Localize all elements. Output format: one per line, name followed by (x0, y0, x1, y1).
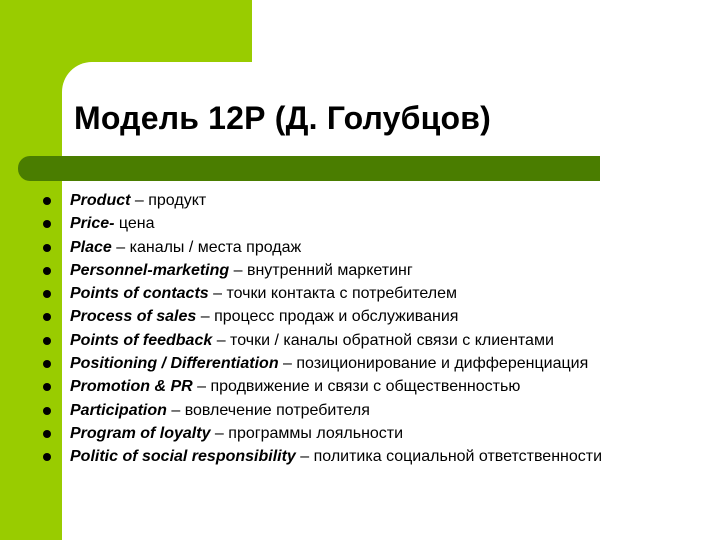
item-description: – политика социальной ответственности (295, 448, 603, 466)
bullet-dot-icon (43, 197, 51, 205)
list-item (40, 285, 710, 304)
bullet-dot-icon (43, 220, 51, 228)
list-item (40, 425, 710, 444)
list-item (40, 215, 710, 234)
item-description: – вовлечение потребителя (166, 401, 370, 419)
list-item (40, 239, 710, 258)
item-term: Politic of social responsibility (70, 448, 296, 466)
item-term: Personnel-marketing (70, 261, 230, 279)
list-item (40, 332, 710, 351)
item-term: Place (70, 238, 112, 256)
list-item (40, 355, 710, 374)
item-description: цена (114, 215, 155, 233)
bullet-dot-icon (43, 453, 51, 461)
list-item (40, 308, 710, 327)
bullet-list (40, 192, 710, 472)
item-term: Price- (70, 215, 115, 233)
item-term: Points of feedback (70, 331, 213, 349)
bullet-dot-icon (43, 337, 51, 345)
item-description: – продвижение и связи с общественностью (192, 378, 521, 396)
bullet-dot-icon (43, 360, 51, 368)
list-item (40, 192, 710, 211)
title-underline-bar (18, 156, 600, 181)
bullet-dot-icon (43, 383, 51, 391)
item-description: – процесс продаж и обслуживания (196, 308, 459, 326)
item-term: Participation (70, 401, 167, 419)
item-description: – программы лояльности (210, 424, 404, 442)
list-item (40, 262, 710, 281)
item-description: – позиционирование и дифференциация (278, 355, 589, 373)
item-description: – каналы / места продаж (111, 238, 302, 256)
item-description: – точки / каналы обратной связи с клиентами (212, 331, 554, 349)
item-term: Process of sales (70, 308, 197, 326)
bullet-dot-icon (43, 290, 51, 298)
bullet-dot-icon (43, 313, 51, 321)
item-term: Points of contacts (70, 285, 209, 303)
item-description: – точки контакта с потребителем (208, 285, 457, 303)
item-description: – продукт (130, 192, 207, 209)
bullet-dot-icon (43, 407, 51, 415)
item-term: Product (70, 192, 131, 209)
bullet-dot-icon (43, 244, 51, 252)
list-item (40, 378, 710, 397)
bullet-dot-icon (43, 430, 51, 438)
item-term: Promotion & PR (70, 378, 193, 396)
slide-title: Модель 12Р (Д. Голубцов) (74, 100, 491, 136)
bullet-dot-icon (43, 267, 51, 275)
list-item (40, 402, 710, 421)
list-item (40, 448, 710, 467)
item-term: Positioning / Differentiation (70, 355, 279, 373)
item-term: Program of loyalty (70, 424, 211, 442)
item-description: – внутренний маркетинг (229, 261, 413, 279)
